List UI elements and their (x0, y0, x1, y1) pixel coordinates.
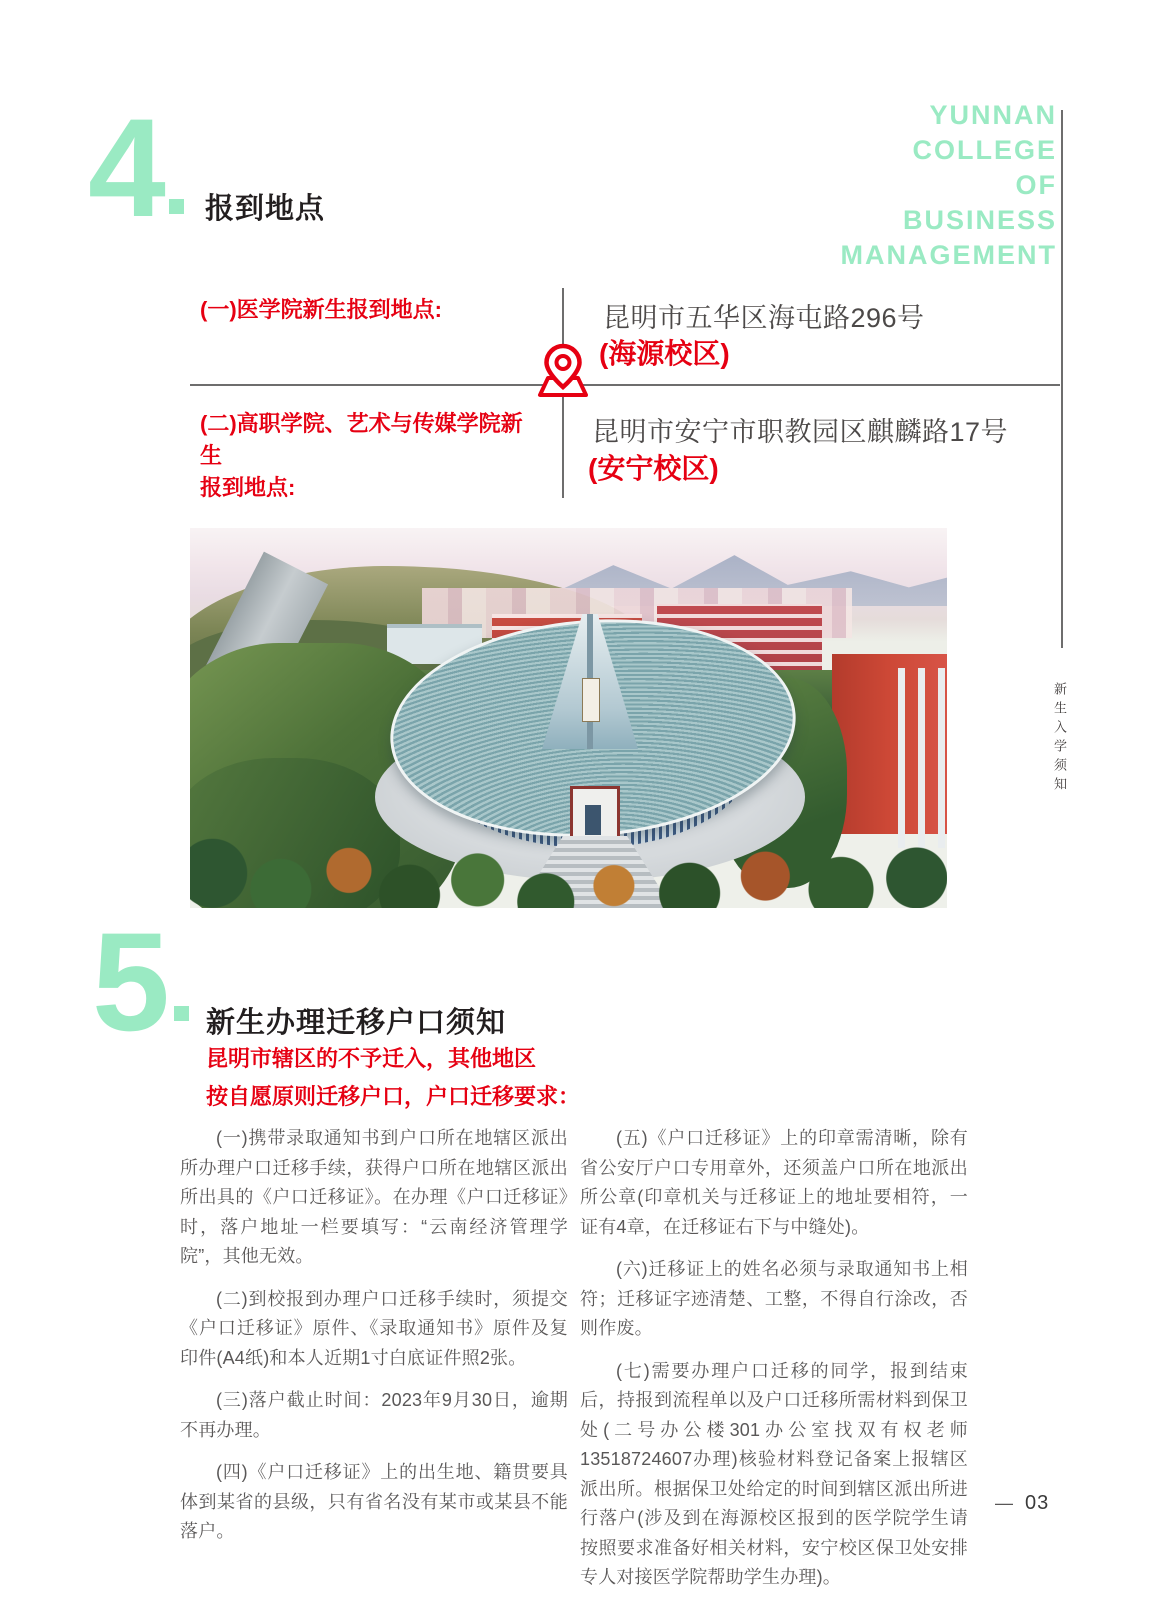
body-column-left (180, 1124, 568, 1600)
location-pin-icon (533, 342, 593, 400)
photo-tall-red-building (832, 654, 947, 834)
body-column-right (580, 1124, 968, 1600)
brand-line: BUSINESS (902, 205, 1057, 235)
brand-line: MANAGEMENT (840, 240, 1057, 270)
notice-line1: 昆明市辖区的不予迁入，其他地区 (206, 1046, 537, 1071)
section4-number: 4 (88, 89, 166, 246)
sidebar-rule (1061, 110, 1063, 648)
brand-line: OF (1015, 170, 1057, 200)
report-item2-label-line1: (二)高职学院、艺术与传媒学院新生 (200, 411, 523, 468)
paragraph-7: (七)需要办理户口迁移的同学，报到结束后，持报到流程单以及户口迁移所需材料到保卫处(二号办公楼301办公室找双有权老师13518724607办理)核验材料登记备案上报辖区派出所。根据保卫处给定的时间到辖区派出所进行落户(涉及到在海源校区报到的医学院学生请按照要求准备好相关材料，安宁校区保卫处安排专人对接医学院帮助学生办理)。 (580, 1360, 968, 1587)
section4-title: 报到地点 (205, 193, 326, 225)
report-row-divider (190, 384, 1060, 386)
campus-aerial-photo (190, 528, 947, 908)
report-item2-campus: (安宁校区) (588, 453, 719, 484)
report-item2-address: 昆明市安宁市职教园区麒麟路17号 (592, 417, 1009, 447)
notice-line2: 按自愿原则迁移户口，户口迁移要求： (206, 1084, 581, 1109)
report-item1-campus: (海源校区) (599, 338, 730, 369)
section5-title: 新生办理迁移户口须知 (206, 1007, 507, 1039)
section5-number: 5 (92, 903, 170, 1060)
paragraph-6: (六)迁移证上的姓名必须与录取通知书上相符；迁移证字迹清楚、工整，不得自行涂改，否则作废。 (580, 1259, 968, 1338)
photo-gym-sign (582, 678, 600, 722)
report-item1-label: (一)医学院新生报到地点: (200, 297, 442, 322)
body-columns (180, 1124, 968, 1600)
paragraph-5: (五)《户口迁移证》上的印章需清晰，除有省公安厅户口专用章外，还须盖户口所在地派出所公章(印章机关与迁移证上的地址要相符，一证有4章，在迁移证右下与中缝处)。 (580, 1128, 968, 1237)
page-footer (995, 1492, 1049, 1515)
brand-wordmark (841, 98, 1058, 273)
paragraph-3: (三)落户截止时间：2023年9月30日，逾期不再办理。 (180, 1390, 568, 1440)
report-item2-label (200, 408, 540, 504)
page-number: 03 (1025, 1492, 1050, 1514)
section5-red-notice (206, 1040, 580, 1116)
section5-number-dot (174, 1006, 189, 1021)
brand-line: COLLEGE (912, 135, 1057, 165)
paragraph-1: (一)携带录取通知书到户口所在地辖区派出所办理户口迁移手续，获得户口所在地辖区派出所出具的《户口迁移证》。在办理《户口迁移证》时，落户地址一栏要填写：“云南经济管理学院”，其他无效。 (180, 1128, 568, 1266)
report-item2-label-line2: 报到地点: (200, 475, 296, 500)
section4-number-dot (169, 199, 184, 214)
brand-line: YUNNAN (929, 100, 1057, 130)
paragraph-4: (四)《户口迁移证》上的出生地、籍贯要具体到某省的县级，只有省名没有某市或某县不能落户。 (180, 1462, 568, 1541)
report-item1-address: 昆明市五华区海屯路296号 (603, 303, 925, 333)
photo-foreground-trees (190, 821, 947, 908)
sidebar-vertical-label: 新生入学须知 (1052, 682, 1067, 796)
footer-dash: — (995, 1493, 1013, 1513)
paragraph-2: (二)到校报到办理户口迁移手续时，须提交《户口迁移证》原件、《录取通知书》原件及复印件(A4纸)和本人近期1寸白底证件照2张。 (180, 1288, 568, 1368)
